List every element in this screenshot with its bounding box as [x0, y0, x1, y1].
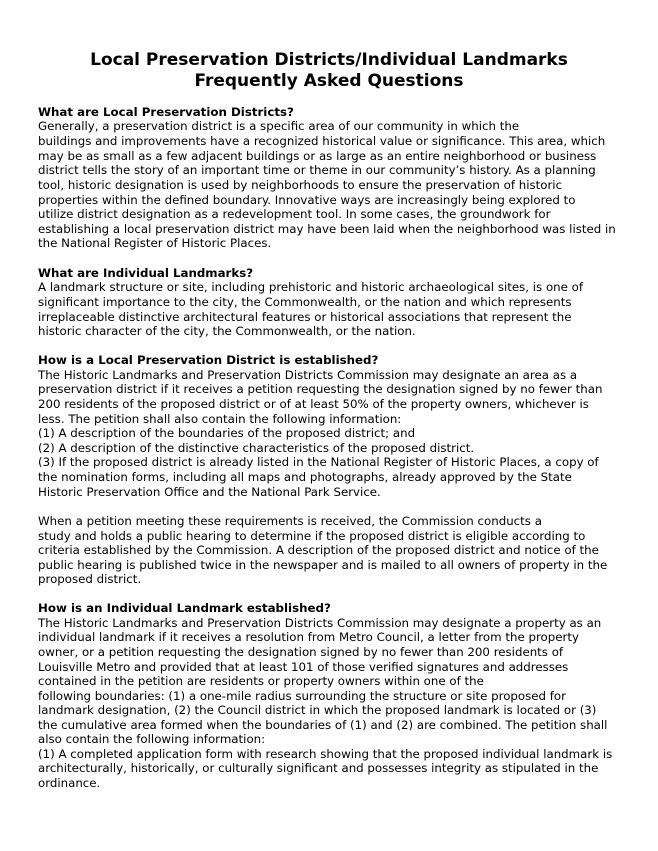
text-line: The Historic Landmarks and Preservation Districts Commission may designate an area as a: [38, 368, 578, 382]
text-line: less. The petition shall also contain the following information:: [38, 412, 402, 426]
text-line: irreplaceable distinctive architectural features or historical associations that represent the: [38, 310, 572, 324]
text-line: owner, or a petition requesting the designation signed by no fewer than 200 residents of: [38, 645, 564, 659]
page-title-line-2: Frequently Asked Questions: [194, 71, 464, 91]
text-line: buildings and improvements have a recognized historical value or significance. This area, which: [38, 134, 606, 148]
text-line: significant importance to the city, the Commonwealth, or the nation and which represents: [38, 295, 572, 309]
text-line: study and holds a public hearing to determine if the proposed district is eligible according to: [38, 529, 586, 543]
text-line: Generally, a preservation district is a specific area of our community in which the: [38, 119, 520, 133]
text-line: utilize district designation as a redevelopment tool. In some cases, the groundwork for: [38, 207, 551, 221]
text-line: also contain the following information:: [38, 732, 266, 746]
text-line: architecturally, historically, or culturally significant and possesses integrity as stipulated in the: [38, 761, 599, 775]
text-line: A landmark structure or site, including prehistoric and historic archaeological sites, is one of: [38, 280, 584, 294]
text-line: (3) If the proposed district is already listed in the National Register of Historic Places, a copy of: [38, 455, 599, 469]
text-line: the cumulative area formed when the boundaries of (1) and (2) are combined. The petition shall: [38, 718, 608, 732]
text-line: historic character of the city, the Commonwealth, or the nation.: [38, 324, 416, 338]
text-line: individual landmark if it receives a resolution from Metro Council, a letter from the property: [38, 630, 579, 644]
text-line: (2) A description of the distinctive characteristics of the proposed district.: [38, 441, 475, 455]
section-heading-landmarks: What are Individual Landmarks?: [38, 266, 254, 280]
text-line: tool, historic designation is used by neighborhoods to ensure the preservation of historic: [38, 178, 563, 192]
text-line: proposed district.: [38, 572, 142, 586]
text-line: 200 residents of the proposed district or of at least 50% of the property owners, whichever is: [38, 397, 589, 411]
text-line: preservation district if it receives a petition requesting the designation signed by no fewer than: [38, 382, 603, 396]
text-line: (1) A description of the boundaries of the proposed district; and: [38, 426, 416, 440]
text-line: properties within the defined boundary. Innovative ways are increasingly being explored to: [38, 193, 576, 207]
text-line: When a petition meeting these requirements is received, the Commission conducts a: [38, 514, 542, 528]
text-line: Louisville Metro and provided that at least 101 of those verified signatures and addresses: [38, 660, 569, 674]
text-line: following boundaries: (1) a one-mile radius surrounding the structure or site proposed for: [38, 689, 566, 703]
section-heading-districts: What are Local Preservation Districts?: [38, 105, 294, 119]
text-line: The Historic Landmarks and Preservation Districts Commission may designate a property as an: [38, 616, 602, 630]
text-line: (1) A completed application form with research showing that the proposed individual landmark is: [38, 747, 613, 761]
text-line: the National Register of Historic Places.: [38, 236, 272, 250]
page-title-line-1: Local Preservation Districts/Individual Landmarks: [90, 50, 568, 70]
section-heading-district-established: How is a Local Preservation District is established?: [38, 353, 379, 367]
text-line: ordinance.: [38, 776, 101, 790]
text-line: criteria established by the Commission. A description of the proposed district and notice of the: [38, 543, 599, 557]
text-line: may be as small as a few adjacent buildings or as large as an entire neighborhood or business: [38, 149, 597, 163]
text-line: landmark designation, (2) the Council district in which the proposed landmark is located or (3): [38, 703, 597, 717]
text-line: Historic Preservation Office and the National Park Service.: [38, 485, 381, 499]
text-line: district tells the story of an important time or theme in our community’s history. As a planning: [38, 163, 596, 177]
text-line: contained in the petition are residents or property owners within one of the: [38, 674, 484, 688]
text-line: the nomination forms, including all maps and photographs, already approved by the State: [38, 470, 572, 484]
text-line: establishing a local preservation district may have been laid when the neighborhood was listed in: [38, 222, 616, 236]
text-line: public hearing is published twice in the newspaper and is mailed to all owners of property in the: [38, 558, 608, 572]
section-heading-landmark-established: How is an Individual Landmark established?: [38, 601, 331, 615]
